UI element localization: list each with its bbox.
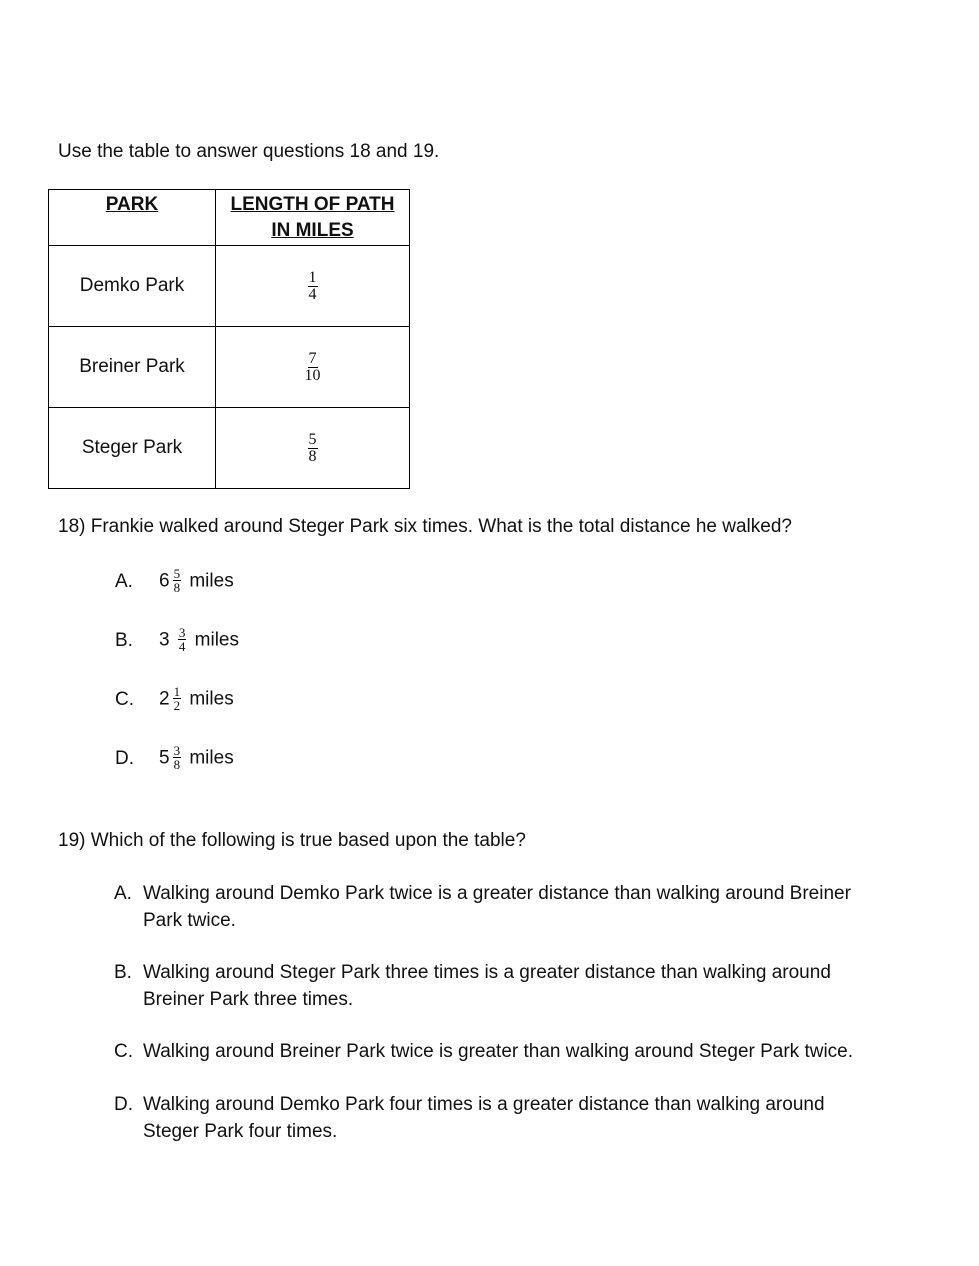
choice-letter: C.	[114, 1041, 133, 1062]
park-name: Breiner Park	[49, 327, 216, 408]
q19-choice-d: D. Walking around Demko Park four times is a greater distance than walking around Steger Park four times.	[114, 1091, 924, 1145]
choice-letter: C.	[115, 688, 134, 710]
header-length: LENGTH OF PATH IN MILES	[216, 190, 410, 246]
question-19: 19) Which of the following is true based upon the table?	[58, 830, 526, 851]
path-length: $\frac{1}{4}$	[216, 246, 410, 327]
path-length: $\frac{5}{8}$	[216, 408, 410, 489]
q18-choice-b: B. 3 $\frac{3}{4}$ miles	[115, 625, 239, 654]
table-row	[49, 246, 410, 327]
choice-letter: D.	[115, 747, 134, 769]
q19-choice-a: A. Walking around Demko Park twice is a greater distance than walking around Breiner Park twice.	[114, 880, 924, 934]
table-row	[49, 327, 410, 408]
q18-choice-a: A. 6 $\frac{5}{8}$ miles	[115, 566, 234, 595]
choice-letter: D.	[114, 1094, 133, 1115]
choice-letter: B.	[115, 629, 133, 651]
choice-letter: B.	[114, 962, 132, 983]
header-park: PARK	[49, 190, 216, 246]
park-path-table	[48, 189, 410, 489]
q19-choice-c: C. Walking around Breiner Park twice is greater than walking around Steger Park twice.	[114, 1038, 924, 1065]
park-name: Steger Park	[49, 408, 216, 489]
choice-letter: A.	[114, 883, 132, 904]
table-header-row	[49, 190, 410, 246]
park-name: Demko Park	[49, 246, 216, 327]
q18-choice-c: C. 2 $\frac{1}{2}$ miles	[115, 684, 234, 713]
table-row	[49, 408, 410, 489]
instructions: Use the table to answer questions 18 and 19.	[58, 141, 440, 162]
choice-letter: A.	[115, 570, 133, 592]
question-18: 18) Frankie walked around Steger Park six times. What is the total distance he walked?	[58, 516, 792, 537]
q18-choice-d: D. 5 $\frac{3}{8}$ miles	[115, 743, 234, 772]
q19-choice-b: B. Walking around Steger Park three times is a greater distance than walking around Breiner Park three times.	[114, 959, 924, 1013]
path-length: $\frac{7}{10}$	[216, 327, 410, 408]
